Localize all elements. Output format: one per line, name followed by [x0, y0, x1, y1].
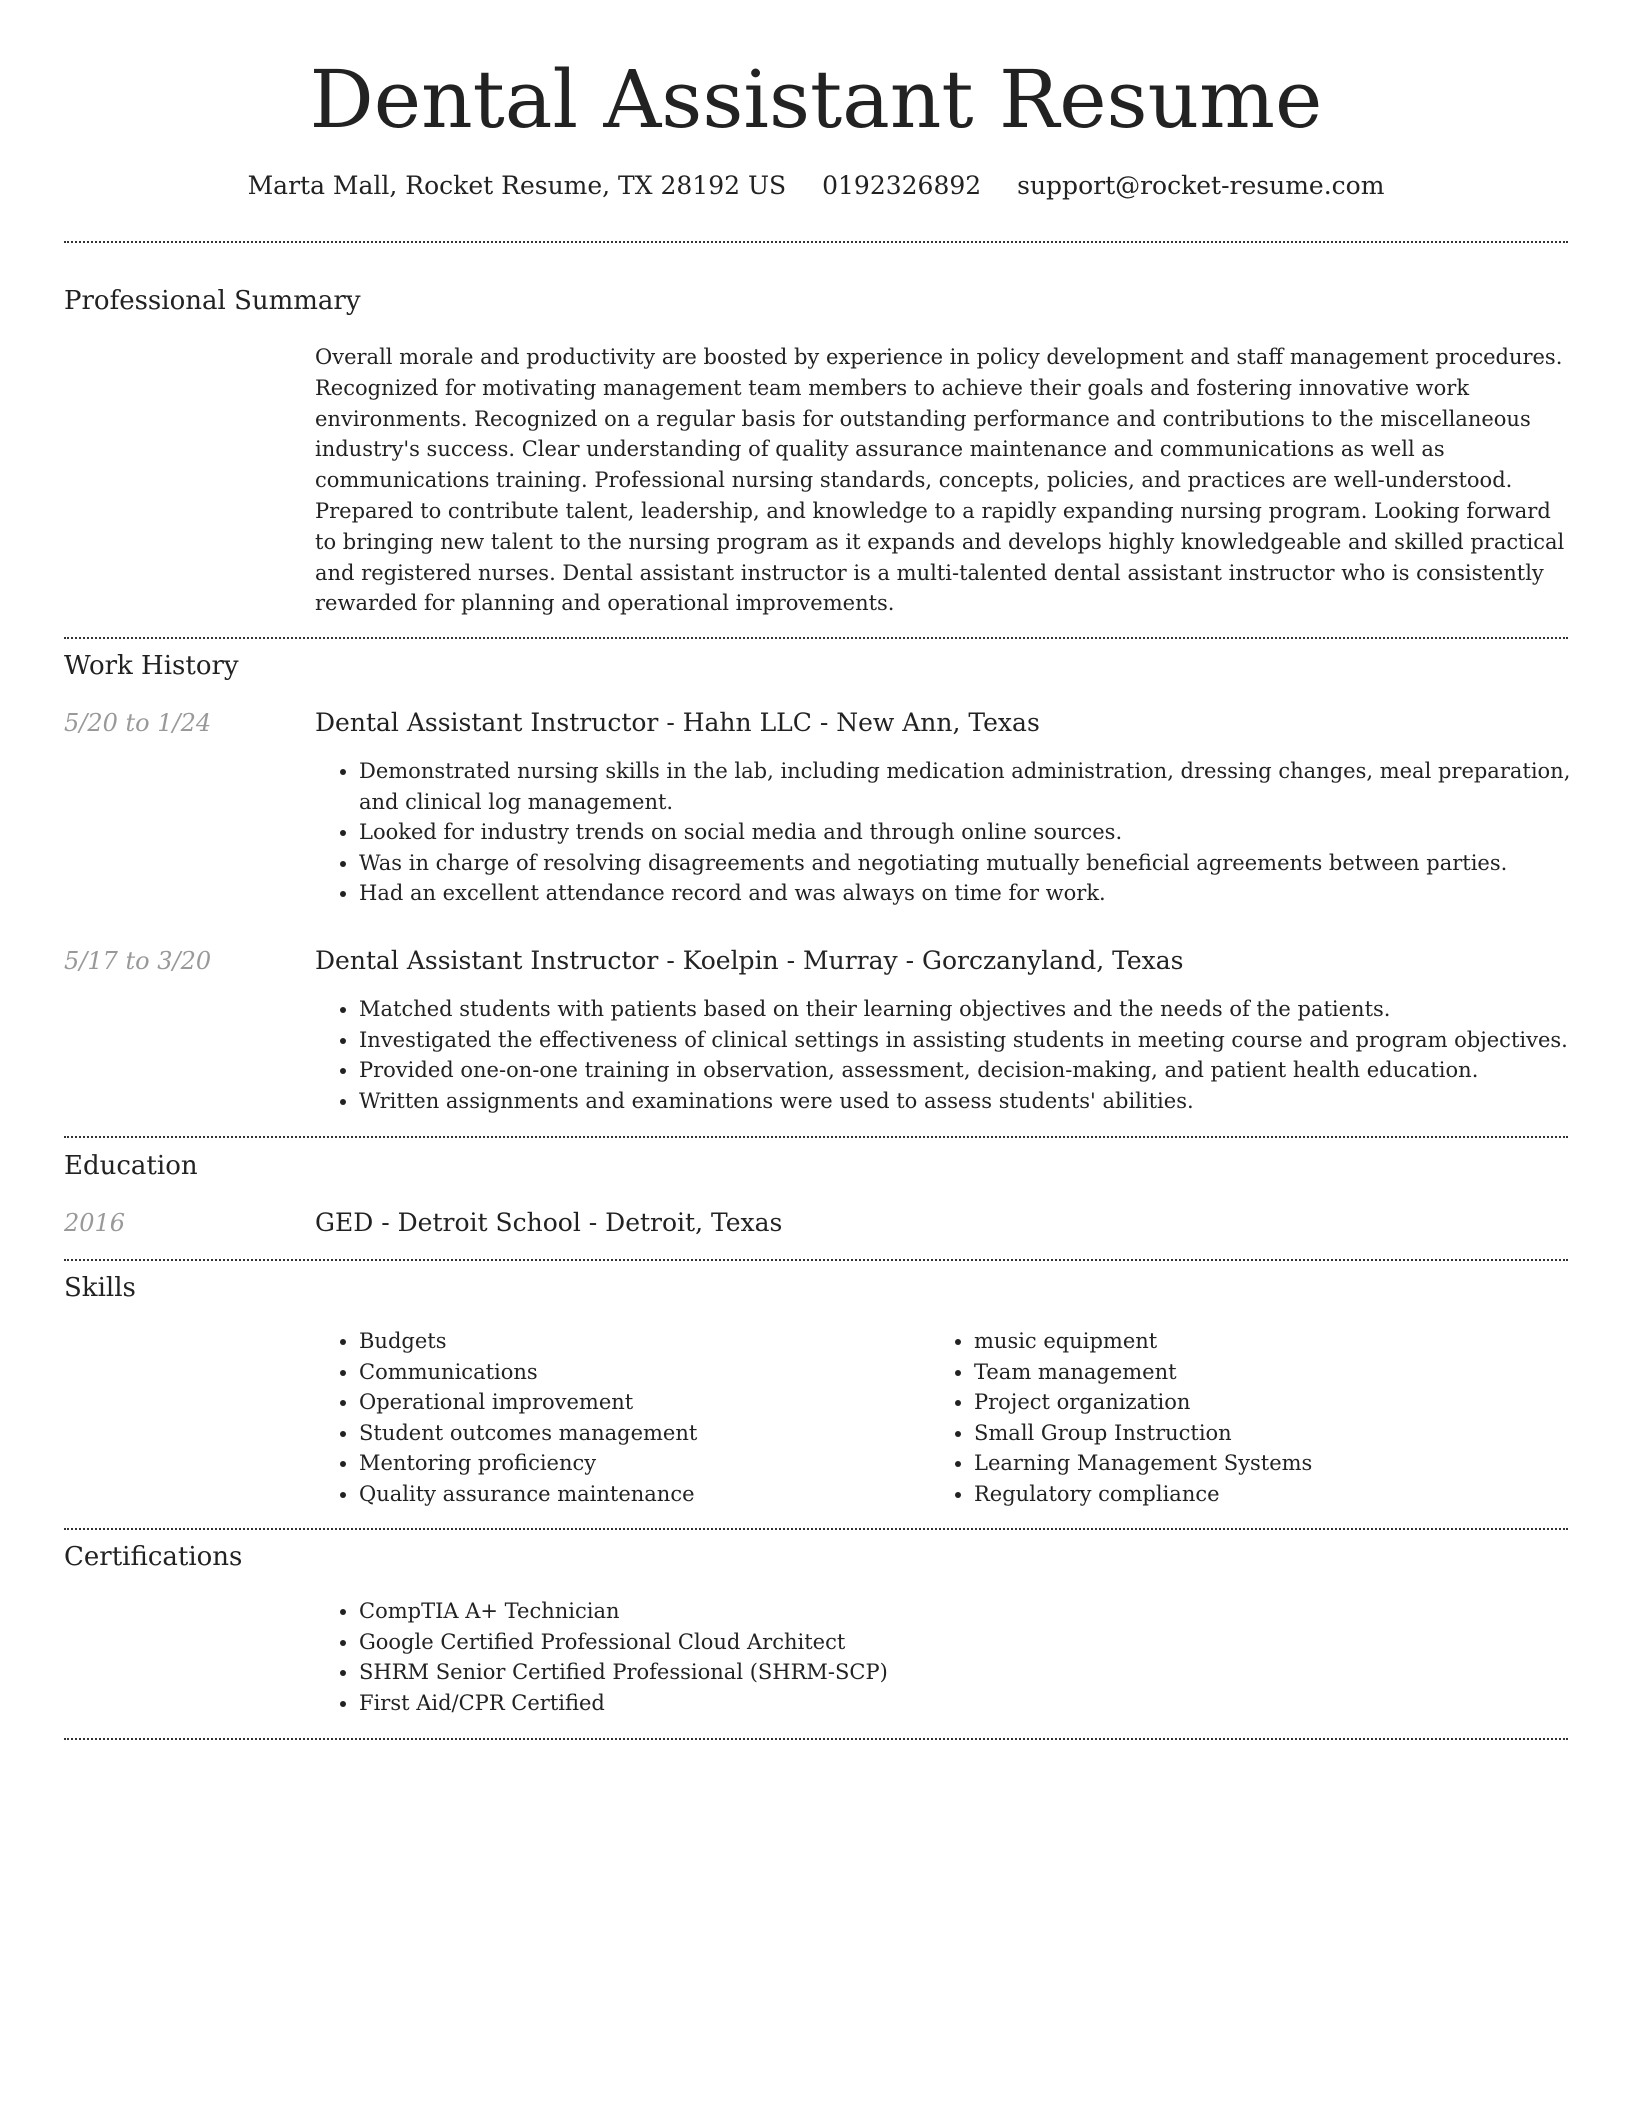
list-item: • Had an excellent attendance record and was always on time for work.: [359, 878, 1609, 909]
job-bullets: [315, 756, 1609, 909]
list-item: • Matched students with patients based on their learning objectives and the needs of the patients.: [359, 994, 1609, 1025]
list-item: • Communications: [359, 1357, 959, 1388]
list-item: • Learning Management Systems: [974, 1448, 1574, 1479]
list-item: • Team management: [974, 1357, 1574, 1388]
job-title: Dental Assistant Instructor - Hahn LLC - New Ann, Texas: [315, 708, 1040, 737]
work-history-heading: Work History: [64, 651, 239, 681]
divider: [64, 1738, 1568, 1740]
list-item: • Provided one-on-one training in observation, assessment, decision-making, and patient health education.: [359, 1055, 1609, 1086]
list-item: • Budgets: [359, 1326, 959, 1357]
list-item: • Operational improvement: [359, 1387, 959, 1418]
list-item: • Regulatory compliance: [974, 1479, 1574, 1510]
job-dates: 5/17 to 3/20: [64, 947, 212, 975]
list-item: • Was in charge of resolving disagreements and negotiating mutually beneficial agreements between parties.: [359, 848, 1609, 879]
list-item: • First Aid/CPR Certified: [359, 1688, 1609, 1719]
divider: [64, 241, 1568, 243]
education-detail: GED - Detroit School - Detroit, Texas: [315, 1208, 783, 1237]
list-item: • Small Group Instruction: [974, 1418, 1574, 1449]
skills-list-right: [930, 1326, 1574, 1509]
contact-phone: 0192326892: [822, 171, 982, 200]
skills-heading: Skills: [64, 1273, 136, 1303]
summary-text: Overall morale and productivity are boosted by experience in policy development and staff management procedures. Recognized for motivating management team members to achieve their goals and fostering innovative work environments. Recognized on a regular basis for outstanding performance and contributions to the miscellaneous industry's success. Clear understanding of quality assurance maintenance and communications as well as communications training. Professional nursing standards, concepts, policies, and practices are well-understood. Prepared to contribute talent, leadership, and knowledge to a rapidly expanding nursing program. Looking forward to bringing new talent to the nursing program as it expands and develops highly knowledgeable and skilled practical and registered nurses. Dental assistant instructor is a multi-talented dental assistant instructor who is consistently rewarded for planning and operational improvements.: [315, 345, 1565, 616]
divider: [64, 1259, 1568, 1261]
list-item: • CompTIA A+ Technician: [359, 1596, 1609, 1627]
job-title: Dental Assistant Instructor - Koelpin - Murray - Gorczanyland, Texas: [315, 946, 1184, 975]
list-item: • Demonstrated nursing skills in the lab, including medication administration, dressing changes, meal preparation, and clinical log management.: [359, 756, 1609, 817]
list-item: • SHRM Senior Certified Professional (SHRM-SCP): [359, 1657, 1609, 1688]
contact-line: [0, 170, 1632, 202]
job-bullets: [315, 994, 1609, 1116]
list-item: • music equipment: [974, 1326, 1574, 1357]
list-item: • Project organization: [974, 1387, 1574, 1418]
education-year: 2016: [64, 1209, 126, 1237]
list-item: • Written assignments and examinations were used to assess students' abilities.: [359, 1086, 1609, 1117]
divider: [64, 637, 1568, 639]
resume-title: Dental Assistant Resume: [309, 53, 1323, 146]
list-item: • Investigated the effectiveness of clinical settings in assisting students in meeting course and program objectives.: [359, 1025, 1609, 1056]
summary-heading: Professional Summary: [64, 286, 361, 316]
list-item: • Quality assurance maintenance: [359, 1479, 959, 1510]
skills-list-left: [315, 1326, 959, 1509]
contact-email: support@rocket-resume.com: [1017, 171, 1385, 200]
contact-address: Marta Mall, Rocket Resume, TX 28192 US: [247, 171, 787, 200]
education-heading: Education: [64, 1151, 198, 1181]
divider: [64, 1136, 1568, 1138]
divider: [64, 1528, 1568, 1530]
certifications-list: [315, 1596, 1609, 1718]
list-item: • Mentoring proficiency: [359, 1448, 959, 1479]
list-item: • Student outcomes management: [359, 1418, 959, 1449]
list-item: • Google Certified Professional Cloud Architect: [359, 1627, 1609, 1658]
certifications-heading: Certifications: [64, 1542, 243, 1572]
list-item: • Looked for industry trends on social media and through online sources.: [359, 817, 1609, 848]
job-dates: 5/20 to 1/24: [64, 709, 212, 737]
